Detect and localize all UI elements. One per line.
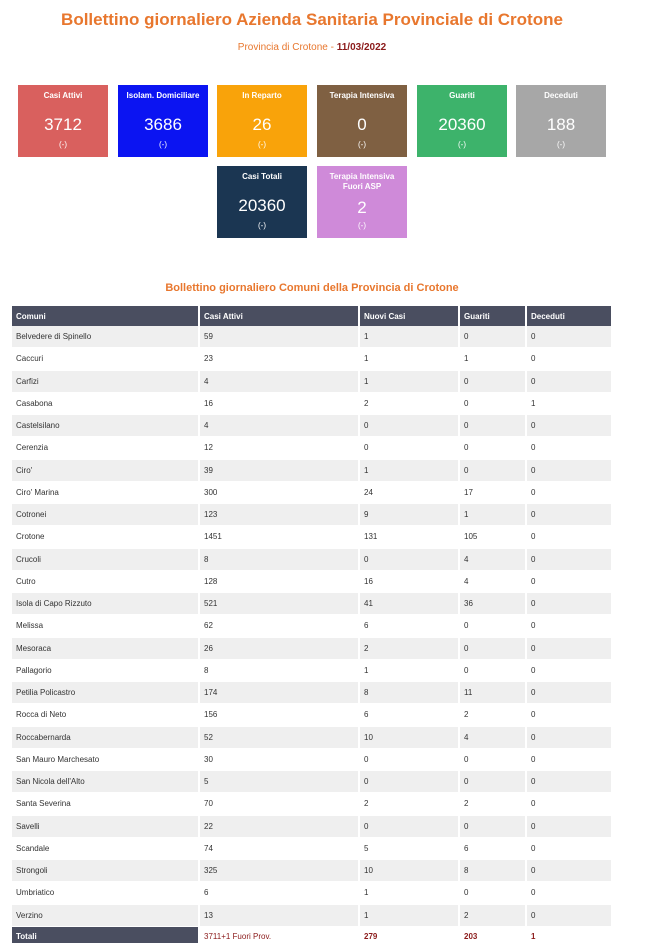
nuovi-casi-cell: 10 [359,726,459,748]
card-value: 188 [546,115,576,134]
totals-guariti: 203 [459,926,526,943]
comune-name-cell: Castelsilano [12,415,199,437]
comune-name-cell: San Nicola dell'Alto [12,771,199,793]
guariti-cell: 4 [459,726,526,748]
card-value: 20360 [238,196,286,215]
deceduti-cell: 0 [526,748,611,770]
nuovi-casi-cell: 10 [359,860,459,882]
casi-attivi-cell: 123 [199,504,359,526]
comune-name-cell: Mesoraca [12,637,199,659]
table-row [12,481,611,503]
casi-attivi-cell: 156 [199,704,359,726]
casi-attivi-cell: 5 [199,771,359,793]
comune-name-cell: Umbriatico [12,882,199,904]
comune-name-cell: Crucoli [12,548,199,570]
deceduti-cell: 0 [526,615,611,637]
card-delta: (-) [59,140,67,149]
totals-deceduti: 1 [526,926,611,943]
nuovi-casi-cell: 24 [359,481,459,503]
guariti-cell: 1 [459,348,526,370]
comune-name-cell: Crotone [12,526,199,548]
deceduti-cell: 0 [526,860,611,882]
guariti-cell: 2 [459,704,526,726]
card-value: 20360 [438,115,486,134]
comune-name-cell: Ciro' [12,459,199,481]
guariti-cell: 0 [459,415,526,437]
card-casi-attivi [18,85,108,157]
deceduti-cell: 0 [526,548,611,570]
guariti-cell: 8 [459,860,526,882]
guariti-cell: 17 [459,481,526,503]
card-delta: (-) [159,140,167,149]
nuovi-casi-cell: 6 [359,704,459,726]
table-row [12,637,611,659]
table-row [12,882,611,904]
casi-attivi-cell: 16 [199,392,359,414]
page-title: Bollettino giornaliero Azienda Sanitaria Provinciale di Crotone [61,10,563,29]
card-delta: (-) [358,221,366,230]
nuovi-casi-cell: 1 [359,659,459,681]
comuni-section-title: Bollettino giornaliero Comuni della Provincia di Crotone [165,282,459,294]
casi-attivi-cell: 300 [199,481,359,503]
casi-attivi-cell: 52 [199,726,359,748]
comuni-table [12,306,611,943]
table-row [12,504,611,526]
casi-attivi-cell: 128 [199,570,359,592]
card-value: 2 [357,198,367,217]
nuovi-casi-cell: 6 [359,615,459,637]
table-row [12,904,611,926]
deceduti-cell: 0 [526,637,611,659]
comune-name-cell: Carfizi [12,370,199,392]
column-header: Nuovi Casi [359,306,459,326]
table-row [12,370,611,392]
guariti-cell: 0 [459,370,526,392]
table-row [12,326,611,348]
comune-name-cell: Pallagorio [12,659,199,681]
deceduti-cell: 0 [526,570,611,592]
card-guariti [417,85,507,157]
comune-name-cell: Caccuri [12,348,199,370]
card-value: 26 [252,115,272,134]
casi-attivi-cell: 62 [199,615,359,637]
card-delta: (-) [258,140,266,149]
table-row [12,726,611,748]
table-row [12,593,611,615]
deceduti-cell: 0 [526,504,611,526]
casi-attivi-cell: 325 [199,860,359,882]
nuovi-casi-cell: 1 [359,882,459,904]
nuovi-casi-cell: 16 [359,570,459,592]
table-row [12,415,611,437]
casi-attivi-cell: 6 [199,882,359,904]
deceduti-cell: 0 [526,659,611,681]
casi-attivi-cell: 22 [199,815,359,837]
table-row [12,815,611,837]
table-row [12,526,611,548]
card-label: Casi Attivi [43,91,83,100]
bulletin-date: 11/03/2022 [336,42,387,53]
comune-name-cell: Casabona [12,392,199,414]
nuovi-casi-cell: 2 [359,392,459,414]
guariti-cell: 0 [459,326,526,348]
deceduti-cell: 0 [526,437,611,459]
nuovi-casi-cell: 2 [359,793,459,815]
nuovi-casi-cell: 0 [359,815,459,837]
table-header-row [12,306,611,326]
deceduti-cell: 0 [526,481,611,503]
deceduti-cell: 0 [526,593,611,615]
deceduti-cell: 0 [526,726,611,748]
comune-name-cell: Cotronei [12,504,199,526]
card-value: 3686 [144,115,182,134]
table-row [12,459,611,481]
deceduti-cell: 0 [526,815,611,837]
guariti-cell: 2 [459,793,526,815]
comune-name-cell: Isola di Capo Rizzuto [12,593,199,615]
guariti-cell: 0 [459,771,526,793]
column-header: Deceduti [526,306,611,326]
casi-attivi-cell: 39 [199,459,359,481]
card-label: Guariti [449,91,475,100]
card-in-reparto [217,85,307,157]
comune-name-cell: Cerenzia [12,437,199,459]
card-value: 0 [357,115,367,134]
casi-attivi-cell: 521 [199,593,359,615]
table-row [12,392,611,414]
card-terapia-intensiva-fuori-asp [317,166,407,238]
nuovi-casi-cell: 1 [359,348,459,370]
totals-casi-attivi: 3711+1 Fuori Prov. [199,926,359,943]
casi-attivi-cell: 8 [199,548,359,570]
deceduti-cell: 0 [526,904,611,926]
casi-attivi-cell: 8 [199,659,359,681]
nuovi-casi-cell: 2 [359,637,459,659]
comune-name-cell: Scandale [12,837,199,859]
card-terapia-intensiva [317,85,407,157]
nuovi-casi-cell: 5 [359,837,459,859]
table-row [12,771,611,793]
comune-name-cell: Savelli [12,815,199,837]
table-row [12,570,611,592]
card-value: 3712 [44,115,82,134]
column-header: Comuni [12,306,199,326]
card-label: Deceduti [544,91,578,100]
card-delta: (-) [557,140,565,149]
guariti-cell: 0 [459,637,526,659]
deceduti-cell: 0 [526,793,611,815]
table-row [12,682,611,704]
card-casi-totali [217,166,307,238]
province-label: Provincia di Crotone - [237,42,337,53]
deceduti-cell: 0 [526,526,611,548]
nuovi-casi-cell: 1 [359,459,459,481]
nuovi-casi-cell: 1 [359,904,459,926]
comune-name-cell: San Mauro Marchesato [12,748,199,770]
totals-row [12,926,611,943]
comune-name-cell: Strongoli [12,860,199,882]
casi-attivi-cell: 13 [199,904,359,926]
comune-name-cell: Melissa [12,615,199,637]
nuovi-casi-cell: 0 [359,437,459,459]
table-row [12,548,611,570]
totals-nuovi-casi: 279 [359,926,459,943]
guariti-cell: 0 [459,437,526,459]
card-label: Isolam. Domiciliare [126,91,200,100]
casi-attivi-cell: 174 [199,682,359,704]
card-isolamento-domiciliare [118,85,208,157]
card-delta: (-) [258,221,266,230]
casi-attivi-cell: 30 [199,748,359,770]
card-label: Terapia Intensiva [329,91,395,100]
card-label: Casi Totali [242,172,282,181]
table-row [12,748,611,770]
table-row [12,348,611,370]
casi-attivi-cell: 12 [199,437,359,459]
guariti-cell: 1 [459,504,526,526]
casi-attivi-cell: 1451 [199,526,359,548]
casi-attivi-cell: 74 [199,837,359,859]
guariti-cell: 36 [459,593,526,615]
casi-attivi-cell: 4 [199,415,359,437]
totals-label: Totali [12,926,199,943]
nuovi-casi-cell: 1 [359,326,459,348]
nuovi-casi-cell: 0 [359,748,459,770]
comuni-table-body [12,326,611,926]
table-row [12,615,611,637]
card-deceduti [516,85,606,157]
card-label: In Reparto [242,91,282,100]
nuovi-casi-cell: 0 [359,771,459,793]
deceduti-cell: 0 [526,348,611,370]
casi-attivi-cell: 26 [199,637,359,659]
guariti-cell: 4 [459,570,526,592]
nuovi-casi-cell: 0 [359,548,459,570]
table-row [12,860,611,882]
nuovi-casi-cell: 131 [359,526,459,548]
page-subtitle [0,42,624,53]
table-row [12,437,611,459]
guariti-cell: 2 [459,904,526,926]
casi-attivi-cell: 59 [199,326,359,348]
table-row [12,704,611,726]
comune-name-cell: Belvedere di Spinello [12,326,199,348]
column-header: Casi Attivi [199,306,359,326]
deceduti-cell: 1 [526,392,611,414]
guariti-cell: 6 [459,837,526,859]
deceduti-cell: 0 [526,415,611,437]
guariti-cell: 0 [459,748,526,770]
guariti-cell: 105 [459,526,526,548]
guariti-cell: 11 [459,682,526,704]
nuovi-casi-cell: 1 [359,370,459,392]
table-row [12,793,611,815]
nuovi-casi-cell: 41 [359,593,459,615]
card-delta: (-) [458,140,466,149]
nuovi-casi-cell: 9 [359,504,459,526]
deceduti-cell: 0 [526,326,611,348]
comune-name-cell: Santa Severina [12,793,199,815]
comune-name-cell: Roccabernarda [12,726,199,748]
casi-attivi-cell: 4 [199,370,359,392]
casi-attivi-cell: 23 [199,348,359,370]
table-row [12,837,611,859]
card-label: Terapia Intensiva Fuori ASP [329,172,395,191]
deceduti-cell: 0 [526,370,611,392]
nuovi-casi-cell: 8 [359,682,459,704]
deceduti-cell: 0 [526,882,611,904]
nuovi-casi-cell: 0 [359,415,459,437]
guariti-cell: 0 [459,459,526,481]
comune-name-cell: Petilia Policastro [12,682,199,704]
column-header: Guariti [459,306,526,326]
card-delta: (-) [358,140,366,149]
comune-name-cell: Verzino [12,904,199,926]
table-row [12,659,611,681]
guariti-cell: 0 [459,659,526,681]
comune-name-cell: Rocca di Neto [12,704,199,726]
casi-attivi-cell: 70 [199,793,359,815]
guariti-cell: 0 [459,615,526,637]
comune-name-cell: Ciro' Marina [12,481,199,503]
deceduti-cell: 0 [526,459,611,481]
deceduti-cell: 0 [526,704,611,726]
guariti-cell: 4 [459,548,526,570]
guariti-cell: 0 [459,882,526,904]
guariti-cell: 0 [459,815,526,837]
deceduti-cell: 0 [526,771,611,793]
deceduti-cell: 0 [526,837,611,859]
guariti-cell: 0 [459,392,526,414]
deceduti-cell: 0 [526,682,611,704]
comune-name-cell: Cutro [12,570,199,592]
